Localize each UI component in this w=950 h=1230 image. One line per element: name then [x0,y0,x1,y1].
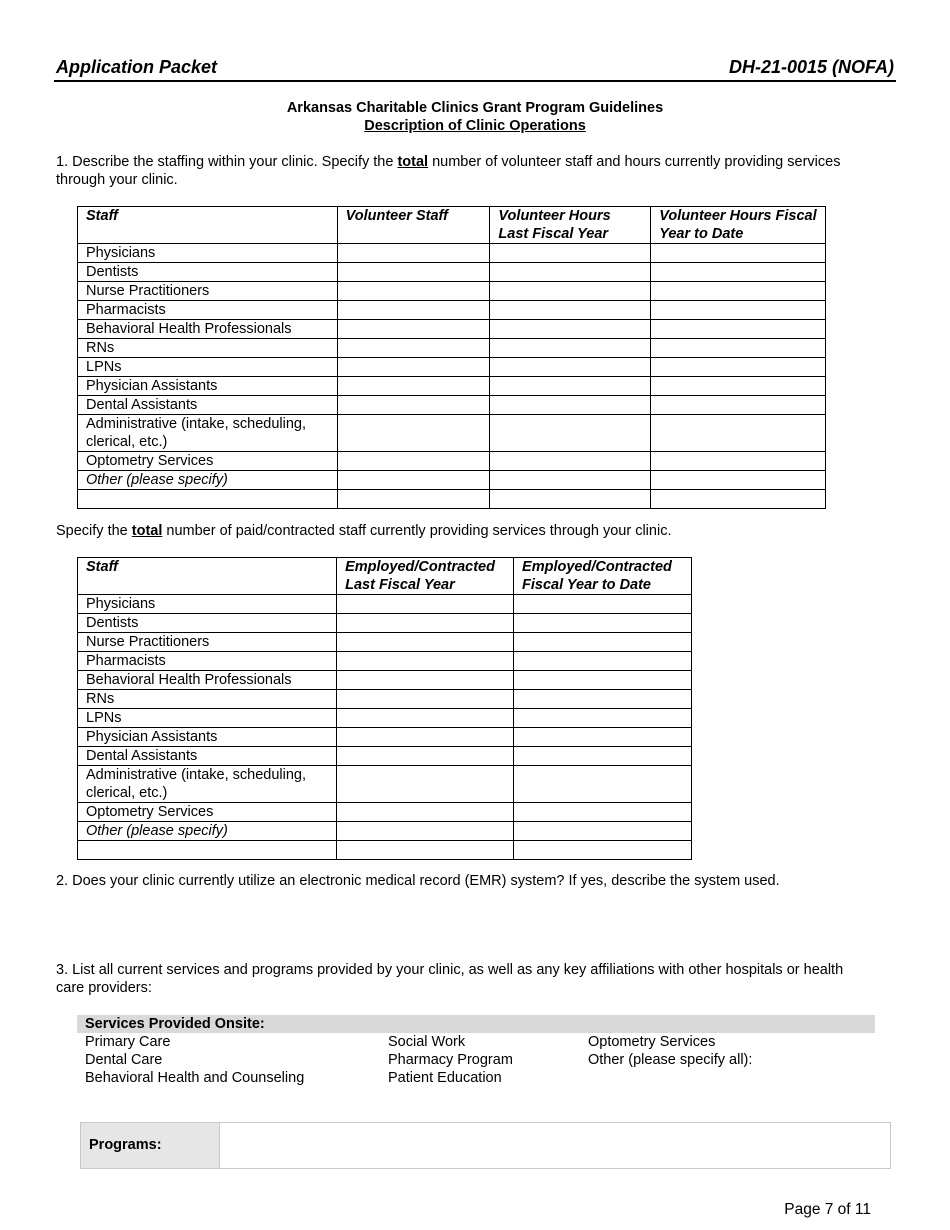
service-item: Dental Care [85,1052,163,1068]
input-cell[interactable] [651,301,826,320]
input-cell[interactable] [651,396,826,415]
column-header: Volunteer Hours Last Fiscal Year [490,207,651,244]
input-cell[interactable] [490,282,651,301]
question-2: 2. Does your clinic currently utilize an electronic medical record (EMR) system? If yes, describe the system used. [56,873,780,889]
input-cell[interactable] [651,471,826,490]
q1b-text-post: number of paid/contracted staff currently providing services through your clinic. [162,523,672,539]
service-item: Patient Education [388,1070,502,1086]
question-1b [56,522,856,540]
input-cell[interactable] [337,377,490,396]
input-cell[interactable] [490,263,651,282]
row-label: Physician Assistants [78,377,338,396]
table-row [78,244,826,263]
programs-label: Programs: [81,1123,220,1168]
table-row [78,301,826,320]
page-number: Page 7 of 11 [784,1201,871,1218]
row-label: Optometry Services [78,452,338,471]
q1-text-pre: 1. Describe the staffing within your clinic. Specify the [56,154,398,170]
row-label: Administrative (intake, scheduling, clerical, etc.) [78,766,337,803]
header-right: DH-21-0015 (NOFA) [728,57,894,77]
table-row [78,841,692,860]
row-label: Other (please specify) [78,822,337,841]
input-cell[interactable] [337,822,514,841]
paid-staff-table [77,557,692,860]
input-cell[interactable] [514,595,692,614]
input-cell[interactable] [337,728,514,747]
input-cell[interactable] [490,490,651,509]
services-heading: Services Provided Onsite: [77,1015,875,1033]
input-cell[interactable] [337,263,490,282]
input-cell[interactable] [514,728,692,747]
input-cell[interactable] [490,339,651,358]
input-cell[interactable] [337,766,514,803]
table-row [78,652,692,671]
input-cell[interactable] [337,747,514,766]
input-cell[interactable] [514,709,692,728]
programs-box [80,1122,891,1169]
q1-text-post: number of volunteer staff and hours currently providing services through your clinic. [56,154,841,188]
row-label: Administrative (intake, scheduling, clerical, etc.) [78,415,338,452]
service-item: Social Work [388,1034,466,1050]
row-label: Behavioral Health Professionals [78,320,338,339]
input-cell[interactable] [490,301,651,320]
table-row [78,282,826,301]
services-column-2 [388,1033,513,1087]
row-label: Nurse Practitioners [78,282,338,301]
input-cell[interactable] [337,671,514,690]
input-cell[interactable] [337,282,490,301]
volunteer-staff-table [77,206,826,509]
table-row [78,728,692,747]
input-cell[interactable] [337,803,514,822]
table-row [78,595,692,614]
input-cell[interactable] [337,452,490,471]
column-header: Volunteer Hours Fiscal Year to Date [651,207,826,244]
input-cell[interactable] [337,358,490,377]
table-row [78,633,692,652]
row-label: RNs [78,690,337,709]
table-row [78,671,692,690]
input-cell[interactable] [651,339,826,358]
input-cell[interactable] [514,841,692,860]
question-1 [56,153,856,189]
input-cell[interactable] [651,452,826,471]
row-label: Physician Assistants [78,728,337,747]
row-label [78,490,338,509]
input-cell[interactable] [651,377,826,396]
input-cell[interactable] [651,415,826,452]
input-cell[interactable] [337,841,514,860]
table-row [78,690,692,709]
table-row [78,471,826,490]
input-cell[interactable] [514,822,692,841]
services-section [77,1015,875,1093]
page-title: Arkansas Charitable Clinics Grant Program Guidelines [286,100,664,116]
input-cell[interactable] [490,415,651,452]
row-label: Dentists [78,263,338,282]
page-header [54,56,896,82]
input-cell[interactable] [490,471,651,490]
row-label [78,841,337,860]
services-column-1 [85,1033,304,1087]
input-cell[interactable] [490,377,651,396]
header-left: Application Packet [56,57,218,77]
q1-bold: total [397,154,429,170]
column-header: Employed/Contracted Last Fiscal Year [337,558,514,595]
table-row [78,747,692,766]
input-cell[interactable] [490,320,651,339]
table-row [78,396,826,415]
input-cell[interactable] [514,803,692,822]
input-cell[interactable] [514,690,692,709]
input-cell[interactable] [651,263,826,282]
input-cell[interactable] [337,652,514,671]
input-cell[interactable] [337,595,514,614]
table-row [78,320,826,339]
table-row [78,614,692,633]
table-row [78,803,692,822]
row-label: Physicians [78,244,338,263]
row-label: Dentists [78,614,337,633]
input-cell[interactable] [337,415,490,452]
table-row [78,709,692,728]
row-label: LPNs [78,358,338,377]
input-cell[interactable] [337,633,514,652]
column-header: Staff [78,207,338,244]
row-label: Dental Assistants [78,396,338,415]
input-cell[interactable] [337,320,490,339]
row-label: Behavioral Health Professionals [78,671,337,690]
q1b-text-pre: Specify the [56,523,132,539]
row-label: Pharmacists [78,652,337,671]
input-cell[interactable] [337,301,490,320]
input-cell[interactable] [514,633,692,652]
row-label: LPNs [78,709,337,728]
input-cell[interactable] [490,358,651,377]
service-item: Other (please specify all): [588,1052,753,1068]
programs-field[interactable] [220,1123,890,1168]
table-row [78,377,826,396]
row-label: Other (please specify) [78,471,338,490]
table-row [78,490,826,509]
q1b-bold: total [131,523,163,539]
input-cell[interactable] [651,358,826,377]
services-column-3 [588,1033,752,1069]
title-block [0,99,950,135]
input-cell[interactable] [651,320,826,339]
input-cell[interactable] [337,396,490,415]
table-row [78,766,692,803]
table-row [78,263,826,282]
question-3: 3. List all current services and programs provided by your clinic, as well as any key affiliations with other hospitals or health care providers: [56,962,844,996]
input-cell[interactable] [337,709,514,728]
input-cell[interactable] [337,490,490,509]
table-row [78,452,826,471]
input-cell[interactable] [490,244,651,263]
column-header: Staff [78,558,337,595]
input-cell[interactable] [337,690,514,709]
input-cell[interactable] [337,471,490,490]
row-label: Pharmacists [78,301,338,320]
table-row [78,358,826,377]
table-row [78,822,692,841]
service-item: Pharmacy Program [388,1052,513,1068]
service-item: Behavioral Health and Counseling [85,1070,305,1086]
input-cell[interactable] [337,339,490,358]
input-cell[interactable] [514,614,692,633]
page-subtitle: Description of Clinic Operations [364,118,586,134]
row-label: Dental Assistants [78,747,337,766]
input-cell[interactable] [514,671,692,690]
row-label: Nurse Practitioners [78,633,337,652]
input-cell[interactable] [514,766,692,803]
input-cell[interactable] [651,282,826,301]
service-item: Primary Care [85,1034,171,1050]
input-cell[interactable] [490,452,651,471]
row-label: Physicians [78,595,337,614]
table-row [78,339,826,358]
row-label: RNs [78,339,338,358]
input-cell[interactable] [337,244,490,263]
input-cell[interactable] [337,614,514,633]
service-item: Optometry Services [588,1034,716,1050]
column-header: Volunteer Staff [337,207,490,244]
input-cell[interactable] [514,652,692,671]
input-cell[interactable] [514,747,692,766]
input-cell[interactable] [651,490,826,509]
input-cell[interactable] [651,244,826,263]
table-row [78,415,826,452]
row-label: Optometry Services [78,803,337,822]
input-cell[interactable] [490,396,651,415]
column-header: Employed/Contracted Fiscal Year to Date [514,558,692,595]
